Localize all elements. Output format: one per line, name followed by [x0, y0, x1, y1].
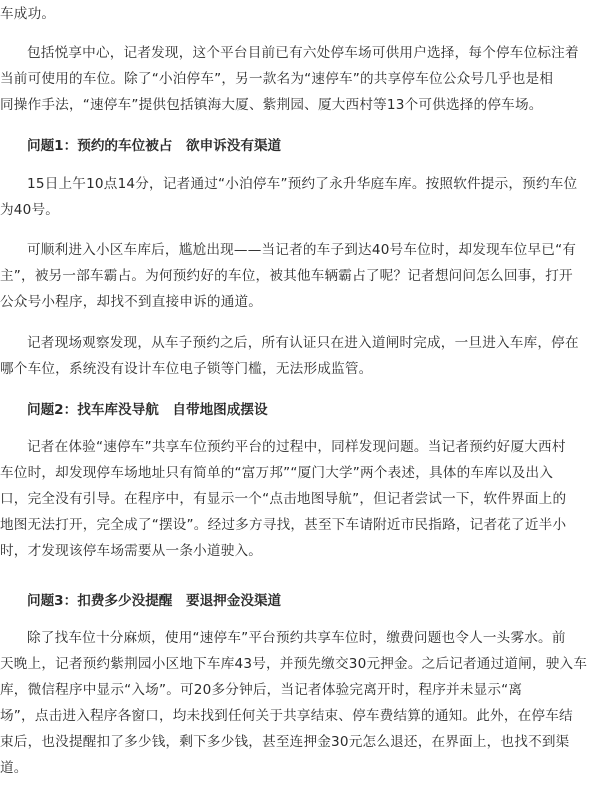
paragraph-line: 包括悦享中心，记者发现，这个平台目前已有六处停车场可供用户选择，每个停车位标注着 [27, 45, 579, 61]
paragraph-line: 除了找车位十分麻烦，使用“速停车”平台预约共享车位时，缴费问题也令人一头雾水。前 [27, 630, 566, 646]
paragraph-line: 道。 [0, 760, 28, 776]
paragraph-line: 为40号。 [0, 202, 60, 218]
paragraph-line: 记者在体验“速停车”共享车位预约平台的过程中，同样发现问题。当记者预约好厦大西村 [27, 439, 566, 455]
paragraph-line: 地图无法打开，完全成了“摆设”。经过多方寻找，甚至下车请附近市民指路，记者花了近半小 [0, 517, 567, 533]
paragraph-2 [0, 171, 600, 223]
paragraph-line: 时，才发现该停车场需要从一条小道驶入。 [0, 543, 263, 559]
paragraph-line: 口，完全没有引导。在程序中，有显示一个“点击地图导航”，但记者尝试一下，软件界面上的 [0, 491, 567, 507]
paragraph-line: 当前可使用的车位。除了“小泊停车”，另一款名为“速停车”的共享停车位公众号几乎也是相 [0, 71, 554, 87]
section-heading-1: 问题1：预约的车位被占 欲申诉没有渠道 [27, 138, 282, 154]
paragraph-6 [0, 625, 600, 781]
paragraph-line: 天晚上，记者预约紫荆园小区地下车库43号，并预先缴交30元押金。之后记者通过道闸，驶入车 [0, 656, 588, 672]
paragraph-0 [0, 1, 600, 27]
paragraph-line: 束后，也没提醒扣了多少钱，剩下多少钱，甚至连押金30元怎么退还，在界面上，也找不到渠 [0, 734, 570, 750]
paragraph-line: 可顺利进入小区车库后，尴尬出现——当记者的车子到达40号车位时，却发现车位早已“有 [27, 242, 577, 258]
paragraph-line: 公众号小程序，却找不到直接申诉的通道。 [0, 294, 263, 310]
section-heading-2: 问题2：找车库没导航 自带地图成摆设 [27, 402, 268, 418]
paragraph-line: 车位时，却发现停车场地址只有简单的“富万邦”“厦门大学”两个表述，具体的车库以及出入 [0, 465, 554, 481]
paragraph-3 [0, 237, 600, 315]
paragraph-4 [0, 330, 600, 382]
paragraph-line: 车成功。 [0, 6, 56, 22]
paragraph-line: 主”，被另一部车霸占。为何预约好的车位，被其他车辆霸占了呢？记者想问问怎么回事，打开 [0, 268, 573, 284]
section-heading-3: 问题3：扣费多少没提醒 要退押金没渠道 [27, 593, 282, 609]
paragraph-1 [0, 40, 600, 118]
paragraph-line: 同操作手法，“速停车”提供包括镇海大厦、紫荆园、厦大西村等13个可供选择的停车场。 [0, 97, 543, 113]
paragraph-line: 库，微信程序中显示“入场”。可20多分钟后，当记者体验完离开时，程序并未显示“离 [0, 682, 523, 698]
paragraph-5 [0, 434, 600, 564]
paragraph-line: 哪个车位，系统没有设计车位电子锁等门槛，无法形成监管。 [0, 361, 373, 377]
paragraph-line: 场”，点击进入程序各窗口，均未找到任何关于共享结束、停车费结算的通知。此外，在停车结 [0, 708, 573, 724]
paragraph-line: 记者现场观察发现，从车子预约之后，所有认证只在进入道闸时完成，一旦进入车库，停在 [27, 335, 579, 351]
paragraph-line: 15日上午10点14分，记者通过“小泊停车”预约了永升华庭车库。按照软件提示，预约车位 [27, 176, 578, 192]
